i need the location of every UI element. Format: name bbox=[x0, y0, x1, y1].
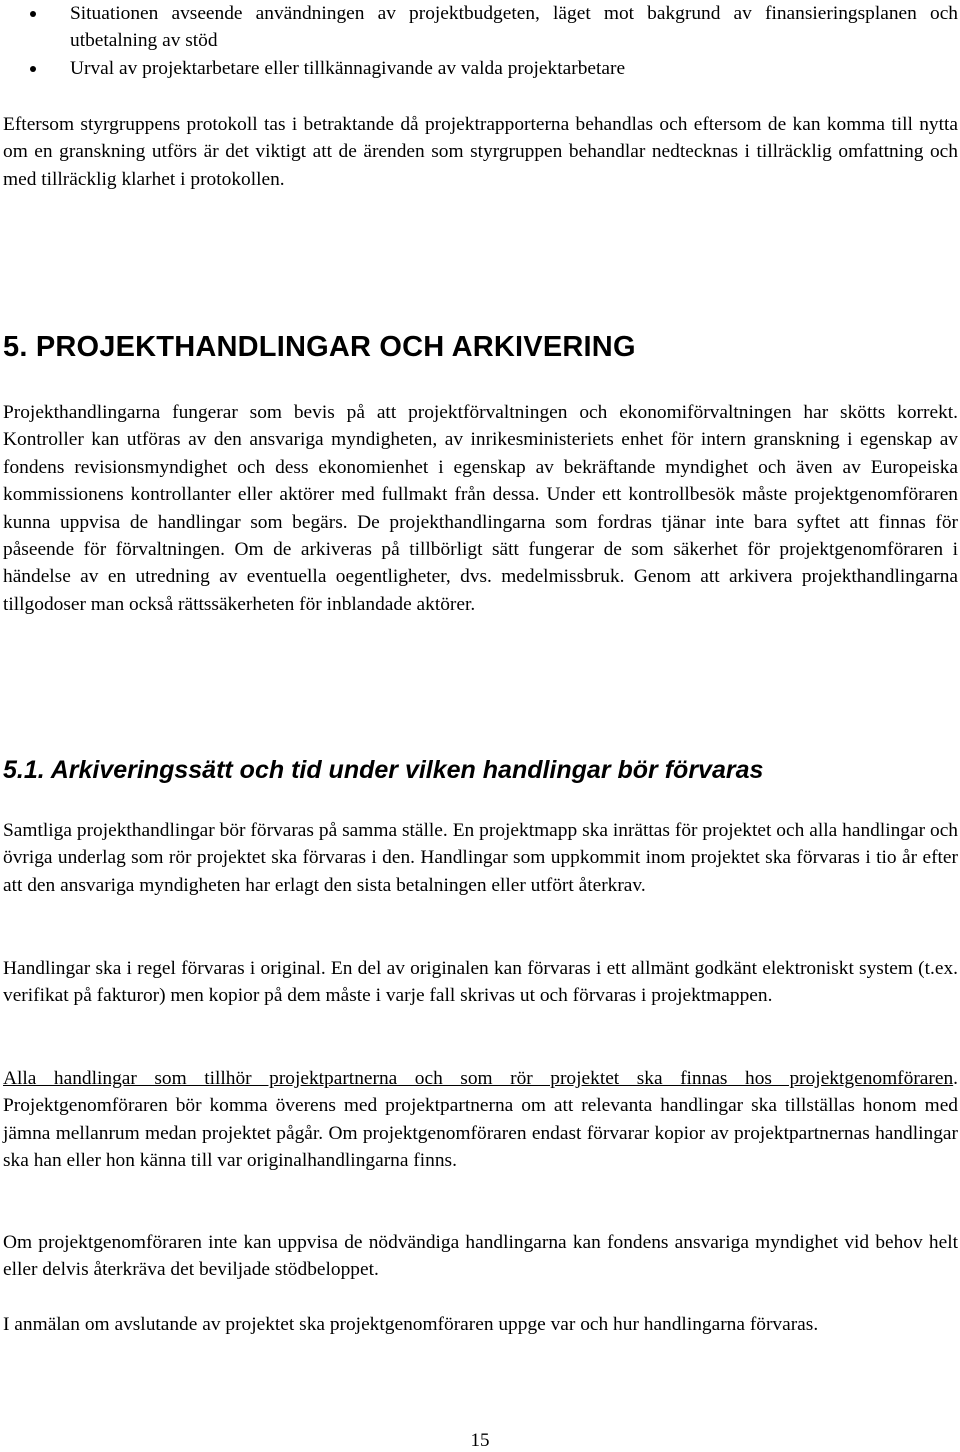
section-5-1-p2-block bbox=[3, 955, 958, 1010]
section-5-1-paragraph-5: I anmälan om avslutande av projektet ska projektgenomföraren uppge var och hur handlingarna förvaras. bbox=[3, 1314, 819, 1335]
section-5-1-paragraph-1: Samtliga projekthandlingar bör förvaras på samma ställe. En projektmapp ska inrättas för projektet och alla handlingar och övriga underlag som rör projektet ska förvaras i den. Handlingar som uppkommit inom projektet ska förvaras i tio år efter att den ansvariga myndigheten har erlagt den sista betalningen eller utfört återkrav. bbox=[3, 820, 958, 896]
bullet-text: Situationen avseende användningen av projektbudgeten, läget mot bakgrund av finansieringsplanen och utbetalning av stöd bbox=[70, 3, 958, 52]
section-5-paragraph: Projekthandlingarna fungerar som bevis på att projektförvaltningen och ekonomiförvaltningen har skötts korrekt. Kontroller kan utföras av den ansvariga myndigheten, av inrikesministeriets enhet för intern granskning i egenskap av fondens revisionsmyndighet och dess ekonomienhet i egenskap av bekräftande myndighet och även av Europeiska kommissionens kontrollanter eller aktörer med fullmakt från dessa. Under ett kontrollbesök måste projektgenomföraren kunna uppvisa de handlingar som begärs. De projekthandlingarna som fordras tjänar inte bara syftet att finnas för påseende för förvaltningen. Om de arkiveras på tillbörligt sätt fungerar de som säkerhet för projektgenomföraren i händelse av en utredning av eventuella oegentligheter, dvs. medelmissbruk. Genom att arkivera projekthandlingarna tillgodoser man också rättssäkerheten för inblandade aktörer. bbox=[3, 402, 958, 615]
list-item bbox=[30, 0, 958, 55]
section-5-1-heading: 5.1. Arkiveringssätt och tid under vilken handlingar bör förvaras bbox=[3, 756, 764, 784]
bullet-text: Urval av projektarbetare eller tillkännagivande av valda projektarbetare bbox=[70, 57, 626, 79]
section-5-1-paragraph-2: Handlingar ska i regel förvaras i original. En del av originalen kan förvaras i ett allmänt godkänt elektroniskt system (t.ex. verifikat på fakturor) men kopior på dem måste i varje fall skrivas ut och förvaras i projektmappen. bbox=[3, 958, 958, 1007]
underlined-text: Alla handlingar som tillhör projektpartnerna och som rör projektet ska finnas hos projektgenomföraren bbox=[3, 1068, 954, 1089]
protocol-paragraph: Eftersom styrgruppens protokoll tas i betraktande då projektrapporterna behandlas och eftersom de kan komma till nytta om en granskning utförs är det viktigt att de ärenden som styrgruppen behandlar nedtecknas i tillräcklig omfattning och med tillräcklig klarhet i protokollen. bbox=[3, 114, 958, 190]
section-5-body bbox=[3, 399, 958, 618]
bullet-icon bbox=[30, 66, 36, 72]
page-number: 15 bbox=[470, 1430, 490, 1451]
section-5-1-p4-block bbox=[3, 1229, 958, 1284]
section-5-1-p3-block bbox=[3, 1065, 958, 1175]
bullet-list bbox=[30, 0, 958, 82]
protocol-paragraph-block bbox=[3, 111, 958, 193]
section-5-1-p5-block bbox=[3, 1311, 958, 1338]
paragraph-text: . Projektgenomföraren bör komma överens med projektpartnerna om att relevanta handlingar ska tillställas honom med jämna mellanrum medan projektet pågår. Om projektgenomföraren endast förvarar kopior av projektpartnernas handlingar ska han eller hon känna till var originalhandlingarna finns. bbox=[3, 1068, 958, 1172]
section-5-1-paragraph-3 bbox=[3, 1065, 958, 1175]
section-5-heading: 5. PROJEKTHANDLINGAR OCH ARKIVERING bbox=[3, 331, 636, 363]
bullet-icon bbox=[30, 11, 36, 17]
list-item bbox=[30, 55, 958, 82]
section-5-1-paragraph-4: Om projektgenomföraren inte kan uppvisa de nödvändiga handlingarna kan fondens ansvariga myndighet vid behov helt eller delvis återkräva det beviljade stödbeloppet. bbox=[3, 1232, 958, 1281]
section-5-1-p1-block bbox=[3, 817, 958, 899]
